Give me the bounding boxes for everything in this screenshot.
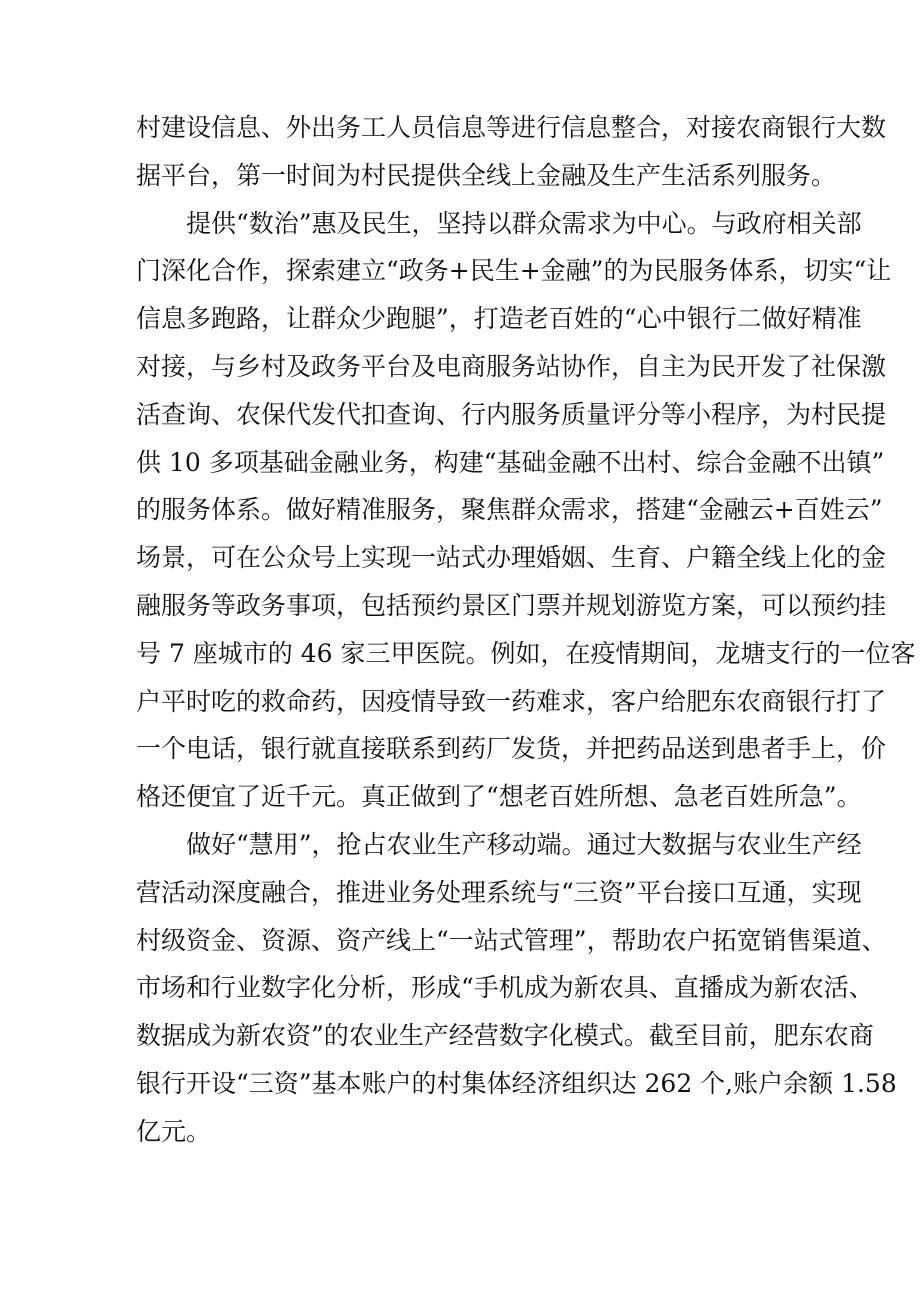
paragraph-line: 做好“慧用”，抢占农业生产移动端。通过大数据与农业生产经 xyxy=(186,829,862,859)
paragraph-line: 亿元。 xyxy=(136,1116,212,1146)
paragraph-line: 村级资金、资源、资产线上“一站式管理”，帮助农户拓宽销售渠道、 xyxy=(136,925,887,955)
paragraph-line: 场景，可在公众号上实现一站式办理婚姻、生育、户籍全线上化的金 xyxy=(136,543,887,573)
paragraph-line: 户平时吃的救命药，因疫情导致一药难求，客户给肥东农商银行打了 xyxy=(136,686,887,716)
paragraph-line: 据平台，第一时间为村民提供全线上金融及生产生活系列服务。 xyxy=(136,160,837,190)
paragraph-line: 信息多跑路，让群众少跑腿”，打造老百姓的“心中银行二做好精准 xyxy=(136,304,862,334)
paragraph-line: 对接，与乡村及政务平台及电商服务站协作，自主为民开发了社保激 xyxy=(136,351,887,381)
paragraph-line: 格还便宜了近千元。真正做到了“想老百姓所想、急老百姓所急”。 xyxy=(136,782,862,812)
paragraph-2 xyxy=(136,200,916,821)
paragraph-line: 供 10 多项基础金融业务，构建“基础金融不出村、综合金融不出镇” xyxy=(136,447,885,477)
paragraph-line: 银行开设“三资”基本账户的村集体经济组织达 262 个,账户余额 1.58 xyxy=(136,1068,897,1098)
paragraph-line: 号 7 座城市的 46 家三甲医院。例如，在疫情期间，龙塘支行的一位客 xyxy=(136,638,916,668)
paragraph-3 xyxy=(136,821,897,1156)
paragraph-line: 营活动深度融合，推进业务处理系统与“三资”平台接口互通，实现 xyxy=(136,877,862,907)
paragraph-line: 提供“数治”惠及民生，坚持以群众需求为中心。与政府相关部 xyxy=(186,208,862,238)
paragraph-line: 活查询、农保代发代扣查询、行内服务质量评分等小程序，为村民提 xyxy=(136,399,887,429)
paragraph-line: 门深化合作，探索建立“政务+民生+金融”的为民服务体系，切实“让 xyxy=(136,256,892,286)
paragraph-line: 一个电话，银行就直接联系到药厂发货，并把药品送到患者手上，价 xyxy=(136,734,887,764)
paragraph-line: 村建设信息、外出务工人员信息等进行信息整合，对接农商银行大数 xyxy=(136,113,887,142)
paragraph-line: 数据成为新农资”的农业生产经营数字化模式。截至目前，肥东农商 xyxy=(136,1021,874,1051)
document-body xyxy=(136,104,916,1156)
paragraph-line: 的服务体系。做好精准服务，聚焦群众需求，搭建“金融云+百姓云” xyxy=(136,495,883,525)
paragraph-line: 市场和行业数字化分析，形成“手机成为新农具、直播成为新农活、 xyxy=(136,973,874,1003)
paragraph-line: 融服务等政务事项，包括预约景区门票并规划游览方案，可以预约挂 xyxy=(136,590,887,620)
paragraph-1 xyxy=(136,104,887,200)
